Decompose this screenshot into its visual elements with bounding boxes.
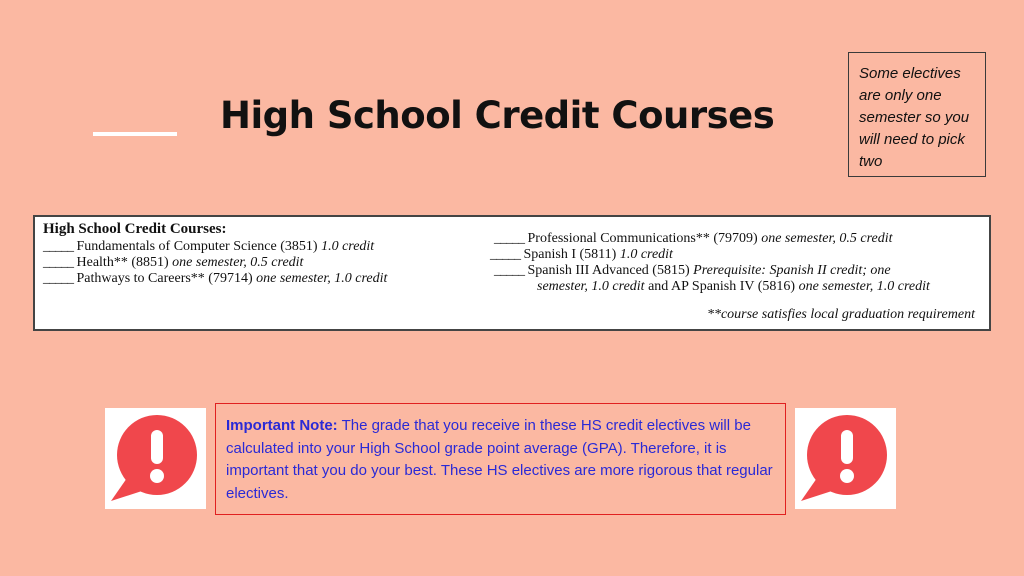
course-item: _____ Health** (8851) one semester, 0.5 credit <box>43 255 304 270</box>
course-item: _____ Pathways to Careers** (79714) one semester, 1.0 credit <box>43 271 388 286</box>
page-title: High School Credit Courses <box>220 94 775 137</box>
panel-heading: High School Credit Courses: <box>43 221 227 237</box>
side-note-box: Some electives are only one semester so you will need to pick two <box>848 52 986 177</box>
graduation-footnote: **course satisfies local graduation requirement <box>706 307 975 322</box>
course-item-continued: semester, 1.0 credit and AP Spanish IV (5816) one semester, 1.0 credit <box>537 279 930 294</box>
note-text: The grade that you receive in these HS credit electives will be calculated into your High School grade point average (GPA). Therefore, it is important that you do your best. These HS electives are more rigorous that regular electives. <box>226 417 773 502</box>
important-note-box <box>215 403 786 515</box>
exclamation-speech-bubble-icon <box>795 408 896 509</box>
title-accent-line <box>93 132 177 136</box>
course-item: _____ Professional Communications** (79709) one semester, 0.5 credit <box>494 231 893 246</box>
note-label: Important Note: <box>226 417 338 434</box>
course-item: _____ Spanish I (5811) 1.0 credit <box>490 247 673 262</box>
course-item: _____ Spanish III Advanced (5815) Prerequisite: Spanish II credit; one <box>494 263 891 278</box>
exclamation-speech-bubble-icon <box>105 408 206 509</box>
course-item: _____ Fundamentals of Computer Science (3851) 1.0 credit <box>43 239 375 254</box>
course-list-panel <box>33 215 991 331</box>
